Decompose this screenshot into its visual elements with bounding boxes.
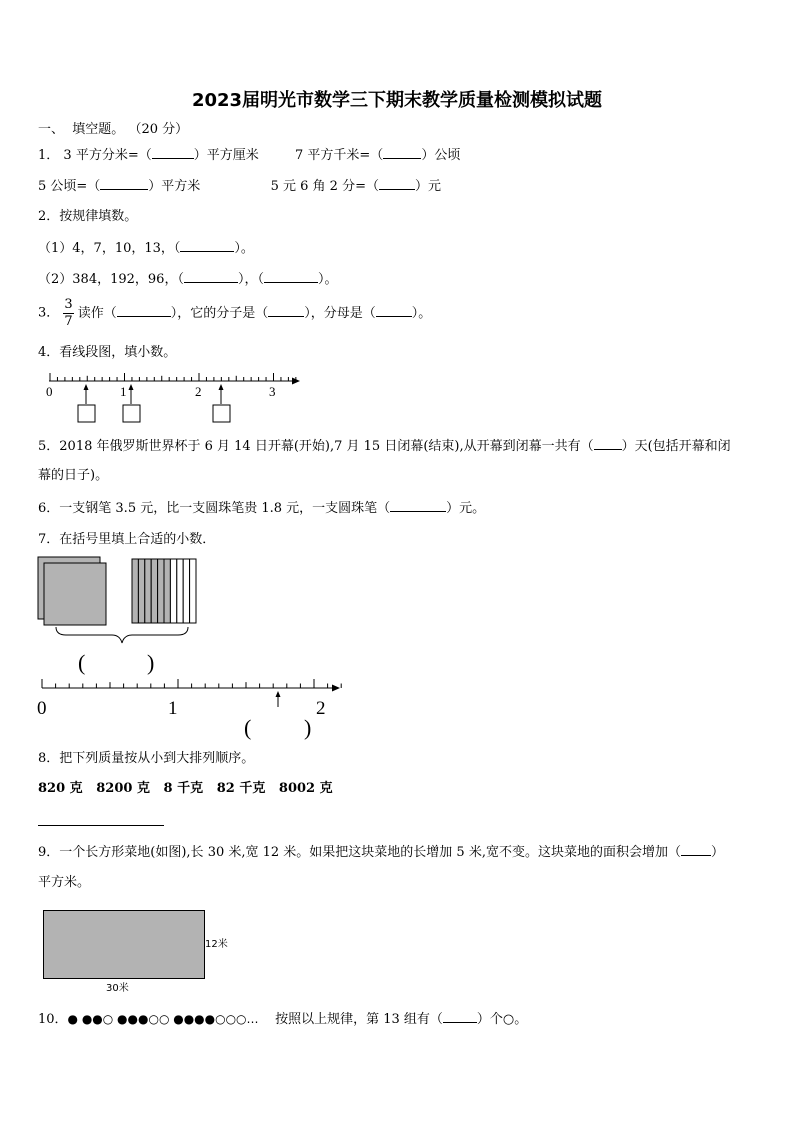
q9-length-label: 30米 — [106, 983, 129, 994]
q10-pattern: ● ●●○ ●●●○○ ●●●●○○○… — [67, 1012, 259, 1026]
q7-tick-label-2: 2 — [316, 698, 326, 719]
q2-p2-blank2[interactable] — [264, 270, 318, 283]
q3-blank-denominator[interactable] — [376, 304, 412, 317]
q9-text1-end: ） — [710, 845, 724, 860]
section-points: （20 分） — [128, 122, 189, 137]
up-arrow-icon — [129, 384, 134, 390]
q2-p2-blank1[interactable] — [184, 270, 238, 283]
q4-prompt — [38, 344, 176, 362]
q7-answer-blank-2[interactable] — [254, 717, 304, 739]
q7-brace — [56, 627, 188, 643]
q2-number: 2． — [38, 209, 60, 224]
q1-b-text: 7 平方千米=（ — [295, 148, 384, 163]
q4-number-line — [38, 366, 308, 428]
q6-text: 一支钢笔 3.5 元，比一支圆珠笔贵 1.8 元，一支圆珠笔（ — [59, 501, 391, 516]
q4-answer-box-3[interactable] — [213, 405, 230, 422]
q1-b-unit: ）公顷 — [421, 148, 461, 163]
up-arrow-icon — [219, 384, 224, 390]
q7-prompt — [38, 531, 215, 549]
q3-text1: 读作（ — [77, 306, 117, 321]
page-title: 2023届明光市数学三下期末教学质量检测模拟试题 — [191, 90, 603, 111]
q2-prompt — [38, 208, 137, 226]
q9-number: 9． — [38, 845, 60, 860]
q8-item: 8200 克 — [96, 781, 150, 796]
q8-text: 把下列质量按从小到大排列顺序。 — [59, 751, 255, 766]
q10-text: 按照以上规律，第 13 组有（ — [275, 1012, 443, 1027]
q4-tick-label-2: 2 — [195, 384, 202, 399]
q2-part2 — [38, 270, 337, 289]
up-arrow-icon — [276, 691, 281, 697]
q7-answer-blank-1[interactable] — [92, 652, 142, 674]
q6-row — [38, 499, 485, 518]
q2-p1-end: ）。 — [234, 241, 254, 256]
q6-blank[interactable] — [390, 499, 446, 512]
q3-fraction — [63, 297, 73, 330]
q9-line1 — [38, 843, 724, 862]
q1-a-blank[interactable] — [152, 146, 194, 159]
q5-blank[interactable] — [594, 437, 622, 450]
q1-c-unit: ）平方米 — [148, 179, 201, 194]
q3-text3: ），分母是（ — [304, 306, 376, 321]
q3-fraction-numerator: 3 — [64, 297, 73, 312]
q1-c-blank[interactable] — [100, 177, 148, 190]
q2-p2-text: （2）384，192，96，（ — [38, 272, 184, 287]
q4-tick-label-1: 1 — [120, 384, 127, 399]
q7-strip — [190, 559, 196, 623]
q7-strip — [183, 559, 189, 623]
q9-line2: 平方米。 — [38, 875, 91, 890]
q2-p1-blank[interactable] — [180, 239, 234, 252]
q1-c-text: 5 公顷=（ — [38, 179, 101, 194]
q2-text: 按规律填数。 — [59, 209, 138, 224]
q4-answer-box-2[interactable] — [123, 405, 140, 422]
q7-strip — [145, 559, 151, 623]
q4-answer-box-1[interactable] — [78, 405, 95, 422]
q4-ticks — [50, 373, 296, 381]
q3-text4: ）。 — [411, 306, 432, 321]
q8-items — [38, 780, 333, 798]
q5-text1-end: ）天(包括开幕和闭 — [621, 439, 731, 454]
q5-text1: 2018 年俄罗斯世界杯于 6 月 14 日开幕(开始),7 月 15 日闭幕(结束),从开幕到闭幕一共有（ — [59, 439, 594, 454]
q7-strip — [158, 559, 164, 623]
q1-d-text: 5 元 6 角 2 分=（ — [270, 179, 379, 194]
q7-paren-right-1: ) — [147, 650, 155, 675]
q1-a-unit: ）平方厘米 — [193, 148, 259, 163]
q7-strip — [177, 559, 183, 623]
q9-text1: 一个长方形菜地(如图),长 30 米,宽 12 米。如果把这块菜地的长增加 5 米,宽不变。这块菜地的面积会增加（ — [59, 845, 681, 860]
q10-number: 10． — [38, 1012, 68, 1027]
q7-strip — [132, 559, 138, 623]
q3-text2: ），它的分子是（ — [170, 306, 269, 321]
q2-p2-mid: ），（ — [237, 272, 264, 287]
q5-line1 — [38, 437, 731, 456]
q8-item: 82 千克 — [216, 781, 266, 796]
q4-tick-label-0: 0 — [46, 384, 53, 399]
q1-row2 — [38, 177, 441, 196]
q7-striped-square — [132, 559, 196, 623]
q6-number: 6． — [38, 501, 60, 516]
q7-strip — [151, 559, 157, 623]
q6-end: ）元。 — [446, 501, 486, 516]
q5-number: 5． — [38, 439, 60, 454]
q4-text: 看线段图，填小数。 — [59, 345, 177, 360]
q7-text: 在括号里填上合适的小数． — [59, 532, 216, 547]
q7-square-front — [44, 563, 106, 625]
q1-d-unit: ）元 — [414, 179, 441, 194]
q2-part1 — [38, 239, 254, 258]
q4-number: 4． — [38, 345, 60, 360]
q7-tick-label-1: 1 — [168, 698, 178, 719]
q8-number: 8． — [38, 751, 60, 766]
q7-strip — [164, 559, 170, 623]
q7-strip — [170, 559, 176, 623]
q7-ticks — [42, 679, 346, 688]
section-name: 填空题。 — [72, 122, 125, 137]
q1-row1 — [38, 146, 460, 165]
q1-b-blank[interactable] — [383, 146, 421, 159]
q7-tick-label-0: 0 — [37, 698, 47, 719]
q8-item: 8002 克 — [278, 781, 333, 796]
q9-blank[interactable] — [681, 843, 711, 856]
q9-rectangle-field — [43, 910, 205, 979]
up-arrow-icon — [84, 384, 89, 390]
q3-number: 3． — [38, 305, 60, 321]
section-number: 一、 — [38, 122, 65, 137]
q4-tick-label-3: 3 — [269, 384, 276, 399]
arrow-head-icon — [332, 685, 340, 692]
q7-figure — [36, 555, 346, 743]
q7-paren-left-2: ( — [244, 715, 252, 740]
q3-blank-numerator[interactable] — [268, 304, 304, 317]
q7-number: 7． — [38, 532, 60, 547]
q5-line2: 幕的日子)。 — [38, 468, 109, 483]
q7-paren-left-1: ( — [78, 650, 86, 675]
q3-fraction-denominator: 7 — [64, 314, 73, 329]
q2-p1-text: （1）4，7，10，13，（ — [38, 241, 181, 256]
q7-paren-right-2: ) — [304, 715, 312, 740]
q9-width-label: 12米 — [205, 939, 228, 950]
q10-blank[interactable] — [443, 1010, 477, 1023]
q3-blank-reading[interactable] — [117, 304, 171, 317]
q8-item: 8 千克 — [163, 781, 204, 796]
section-header — [38, 121, 188, 139]
q8-answer-line[interactable] — [38, 825, 164, 826]
q1-number: 1． — [38, 148, 60, 163]
q7-strip — [138, 559, 144, 623]
q2-p2-end: ）。 — [317, 272, 338, 287]
q10-end: ）个○。 — [476, 1012, 528, 1027]
q8-item: 820 克 — [38, 781, 83, 796]
q1-a-text: 3 平方分米=（ — [63, 148, 152, 163]
q3-row — [38, 297, 431, 330]
q10-row — [38, 1010, 527, 1029]
q8-prompt — [38, 750, 254, 768]
q1-d-blank[interactable] — [379, 177, 415, 190]
